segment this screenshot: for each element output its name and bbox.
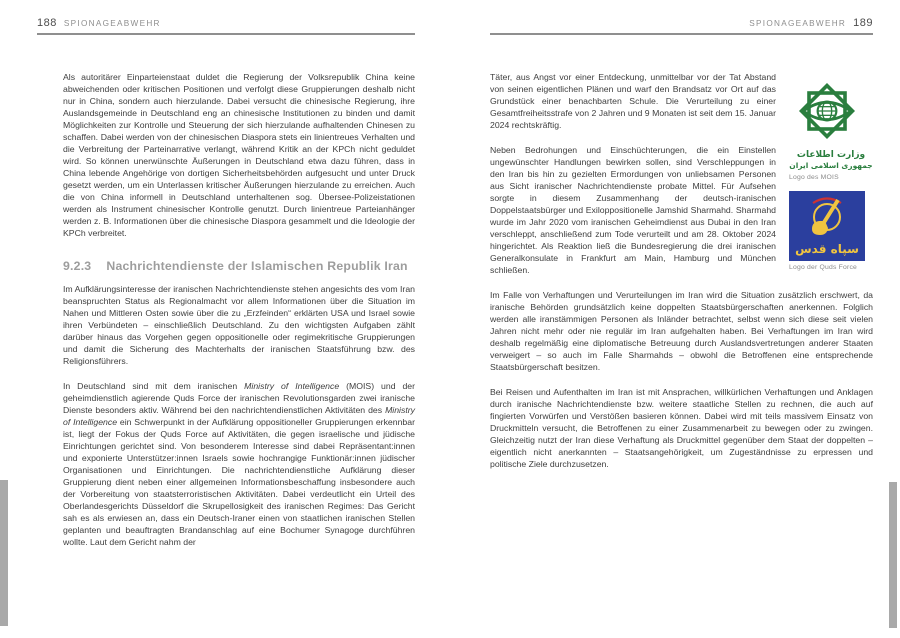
paragraph-reisen: Bei Reisen und Aufenthalten im Iran ist mit Ansprachen, willkürlichen Verhaftungen und Anklagen durch iranische Nachrichtendienste bzw. weitere staatliche Stellen zu rechnen, die auch auf fingierten Vorwürfen und Verstößen basieren können. Dabei wird mit teils massivem Einsatz von Druckmitteln versucht, die Betroffenen zu einer Zusammenarbeit zu bewegen oder zu zwingen. Gleichzeitig nutzt der Iran diese Verhaftung als Druckmittel gegenüber dem Staat der doppelten – eigentlich nicht anerkannten – Staatsangehörigkeit, um Zugeständnisse zu erpressen und politische Ziele durchzusetzen. (490, 387, 873, 469)
text-segment: ein Schwerpunkt in der Aufklärung oppositioneller Gruppierungen erkennbar ist, liegt der Fokus der Quds Force auf Aktivitäten, die gegen israelische und jüdische Einrichtungen gerichtet sind. Von besonderem Interesse sind dabei Repräsentant:innen und exponierte Unterstützer:innen Israels sowie hochrangige Funktionär:innen jüdischer Organisationen und Einrichtungen. Die nachrichtendienstliche Aufklärung dieser Gruppierung dient neben einer allgemeinen Informationsbeschaffung insbesondere auch der Vorbereitung von staatsterroristischen Aktivitäten. Dabei verdeutlicht ein Urteil des Oberlandesgerichts Düsseldorf die Skrupellosigkeit des iranischen Regimes: Das Gericht sah es als erwiesen an, dass ein Deutsch-Iraner einen von staatlichen iranischen Stellen geplanten und beauftragten Brandanschlag auf eine Bochumer Synagoge durchführen wollte. Laut dem Gericht nahm der (63, 417, 415, 547)
page-body-right (490, 71, 873, 470)
page-number-left: 188 (37, 17, 57, 29)
mois-calligraphy (789, 150, 873, 171)
mois-calligraphy-line2: جمهوری اسلامی ایران (789, 160, 873, 170)
quds-force-logo (789, 191, 873, 272)
page-number-right: 189 (853, 17, 873, 29)
running-title-left: SPIONAGEABWEHR (63, 19, 161, 28)
text-segment-italic: Ministry of Intelligence (63, 405, 415, 427)
paragraph-taeter: Täter, aus Angst vor einer Entdeckung, unmittelbar vor der Tat Abstand von seinen eigentlichen Plänen und warf den Brandsatz vor Ort auf das Grundstück einer benachbarten Schule. Die Verurteilung zu einer Gesamtfreiheitsstrafe von 2 Jahren und 9 Monaten ist seit dem 15. Januar 2024 rechtskräftig. (490, 72, 776, 130)
text-segment: (MOIS) und der geheimdienstlich agierende Quds Force der iranischen Revolutionsgarden zwei iranische Dienste besonders aktiv. Während bei den nachrichtendienstlichen Aktivitäten des (63, 381, 416, 415)
text-segment: In Deutschland sind mit dem iranischen (63, 381, 245, 391)
chapter-edge-marker-left (0, 480, 8, 626)
quds-emblem-icon (789, 191, 865, 261)
paragraph-china-diaspora: Als autoritärer Einparteienstaat duldet die Regierung der Volksrepublik China keine abweichenden oder kritischen Positionen und verfolgt diese Gruppierungen deshalb nicht nur in China, sondern auch hierzulande. Dabei versucht die chinesische Regierung, ihre Auslandsgemeinde in Deutschland eng an chinesische Institutionen zu binden und damit Möglichkeiten zur Kontrolle und Steuerung der sich hierzulande aufhaltenden Chinesen zu schaffen. Dabei werden von der chinesischen Diaspora stets ein linientreues Verhalten und die Verbreitung der Parteinarrative verlangt, während Kritik an der KPCh nicht geduldet wird. So können unerwünschte Äußerungen in Deutschland etwa dazu führen, dass in China lebende Angehörige von dortigen Sicherheitsbehörden aufgesucht und unter Druck gesetzt werden, um ein Unterlassen kritischer Äußerungen hierzulande zu erreichen. Auch die von China informell in Deutschland unterhaltenen sog. Übersee-Polizeistationen werden als Instrument chinesischer Kontrolle genutzt. Durch linientreue Parteianhänger werden z. B. Informationen über die chinesische Diaspora gesammelt und die Ideologie der KPCh verbreitet. (63, 72, 415, 238)
page-header-left (37, 17, 415, 30)
section-title: Nachrichtendienste der Islamischen Republik Iran (106, 259, 408, 273)
section-number: 9.2.3 (63, 259, 92, 273)
paragraph-bedrohungen: Neben Bedrohungen und Einschüchterungen, die ein Einstellen ungewünschter Handlungen bewirken sollen, sind Verschleppungen in den Iran bis hin zu gezielten Ermordungen von unliebsamen Personen aus Sicht iranischer Nachrichtendienste probate Mittel. Für Aufsehen sorgte in diesem Zusammenhang der deutsch-iranischen Doppelstaatsbürger und Exiloppositionelle Jamshid Sharmahd. Sharmahd wurde im Jahr 2020 vom iranischen Geheimdienst aus Dubai in den Iran verschleppt, anschließend zum Tode verurteilt und am 28. Oktober 2024 hingerichtet. Als Reaktion ließ die Bundesregierung die drei iranischen Generalkonsulate in Frankfurt am Main, Hamburg und München schließen. (490, 145, 776, 275)
mois-star-eye-icon (789, 75, 865, 147)
page-188 (37, 0, 415, 548)
mois-calligraphy-line1: وزارت اطلاعات (796, 150, 866, 160)
text-segment-italic: Ministry of Intelligence (244, 381, 340, 391)
quds-force-flag (789, 191, 865, 261)
paragraph-iran-services (63, 380, 415, 548)
paragraph-iran-interests: Im Aufklärungsinteresse der iranischen Nachrichtendienste stehen angesichts des vom Iran beanspruchten Status als Regionalmacht vor allem Informationen über die Situation im Nahen und Mittleren Osten sowie über die zu „Erzfeinden“ erklärten USA und Israel sowie ihren Verbündeten – einschließlich Deutschland. Zu den wichtigsten Aufgaben zählt darüber hinaus das Vorgehen gegen oppositionelle oder regimekritische Gruppierungen und damit die Sicherung des Machterhalts der iranischen Staatsführung bzw. des Religionsführers. (63, 284, 415, 366)
page-header-right (490, 17, 873, 30)
section-heading-iran (63, 260, 415, 272)
quds-logo-caption: Logo der Quds Force (789, 264, 858, 271)
logo-column (789, 75, 873, 272)
page-189 (490, 0, 873, 470)
page-body-left (37, 71, 415, 548)
mois-logo (789, 75, 873, 182)
header-rule-right (490, 33, 873, 35)
header-rule-left (37, 33, 415, 35)
running-title-right: SPIONAGEABWEHR (749, 19, 847, 28)
quds-arabic-text: سپاه قدس (795, 242, 859, 256)
chapter-edge-marker-right (889, 482, 897, 628)
mois-logo-caption: Logo des MOIS (789, 174, 839, 181)
paragraph-verhaftungen: Im Falle von Verhaftungen und Verurteilungen im Iran wird die Situation zusätzlich erschwert, da iranische Behörden grundsätzlich keine doppelten Staatsbürgerschaften anerkennen. Folglich werden alle iranstämmigen Personen als Inländer betrachtet, selbst wenn sich diese seit vielen Jahren nicht mehr oder nie regulär im Iran aufgehalten haben. Bei Verhaftungen im Iran wird deshalb regelmäßig eine diplomatische Betreuung durch Auslandsvertretungen anderer Staaten verweigert – so auch im Falle Sharmahds – obwohl die Betroffenen eine entsprechende Staatsbürgerschaft besitzen. (490, 290, 873, 372)
